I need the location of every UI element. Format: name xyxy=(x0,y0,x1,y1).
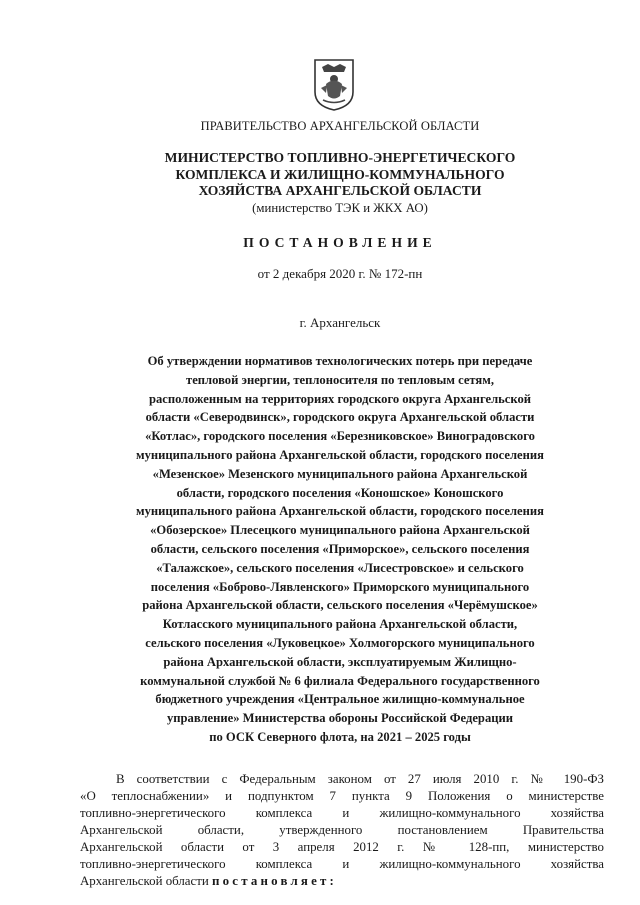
body-line: В соответствии с Федеральным законом от 27 июля 2010 г. № 190-ФЗ xyxy=(116,772,604,786)
title-line: коммунальной службой № 6 филиала Федерального государственного xyxy=(140,673,540,688)
title-line: области «Северодвинск», городского округа Архангельской области xyxy=(145,410,535,425)
title-line: управление» Министерства обороны Российской Федерации xyxy=(166,711,514,726)
title-line: тепловой энергии, теплоносителя по тепловым сетям, xyxy=(186,372,494,387)
ministry-abbreviation: (министерство ТЭК и ЖКХ АО) xyxy=(252,201,428,215)
title-line: муниципального района Архангельской области, городского поселения xyxy=(136,504,544,519)
body-line: Архангельской области, утвержденного постановлением Правительства xyxy=(80,823,604,837)
title-line: «Обозерское» Плесецкого муниципального района Архангельской xyxy=(150,523,530,538)
title-line: области, сельского поселения «Приморское», сельского поселения xyxy=(150,541,530,556)
document-type: ПОСТАНОВЛЕНИЕ xyxy=(243,235,437,250)
title-line: Об утверждении нормативов технологических потерь при передаче xyxy=(147,354,533,368)
body-line: топливно-энергетического комплекса и жилищно-коммунального хозяйства xyxy=(80,806,604,820)
ministry-name-line: КОМПЛЕКСА И ЖИЛИЩНО-КОММУНАЛЬНОГО xyxy=(175,166,505,182)
title-line: области, городского поселения «Коношское» Коношского xyxy=(176,485,504,500)
coat-of-arms-icon xyxy=(313,58,355,112)
title-line: района Архангельской области, эксплуатируемым Жилищно- xyxy=(163,654,517,669)
body-line: «О теплоснабжении» и подпунктом 7 пункта 9 Положения о министерстве xyxy=(80,789,604,803)
government-heading: ПРАВИТЕЛЬСТВО АРХАНГЕЛЬСКОЙ ОБЛАСТИ xyxy=(200,119,480,133)
ministry-name-line: МИНИСТЕРСТВО ТОПЛИВНО-ЭНЕРГЕТИЧЕСКОГО xyxy=(164,150,516,165)
title-line: «Талажское», сельского поселения «Лисестровское» и сельского xyxy=(156,560,524,575)
title-line: Котласского муниципального района Архангельской области, xyxy=(162,617,518,632)
body-line: топливно-энергетического комплекса и жилищно-коммунального хозяйства xyxy=(80,857,604,871)
title-line: бюджетного учреждения «Центральное жилищно-коммунальное xyxy=(155,692,525,707)
document-city: г. Архангельск xyxy=(299,315,381,330)
title-line: «Котлас», городского поселения «Березниковское» Виноградовского xyxy=(145,429,535,444)
title-line: по ОСК Северного флота, на 2021 – 2025 годы xyxy=(209,729,471,744)
body-line: Архангельской области от 3 апреля 2012 г. № 128-пп, министерство xyxy=(80,840,604,854)
ministry-name-line: ХОЗЯЙСТВА АРХАНГЕЛЬСКОЙ ОБЛАСТИ xyxy=(198,183,482,198)
title-line: сельского поселения «Луковецкое» Холмогорского муниципального xyxy=(145,635,535,650)
title-line: района Архангельской области, сельского поселения «Черёмушское» xyxy=(142,598,538,613)
title-line: поселения «Боброво-Лявленского» Приморского муниципального xyxy=(150,579,530,594)
body-paragraph xyxy=(80,771,604,890)
title-line: «Мезенское» Мезенского муниципального района Архангельской xyxy=(152,466,528,481)
title-line: расположенным на территориях городского округа Архангельской xyxy=(148,391,532,406)
body-last-line xyxy=(80,873,604,890)
ministry-name xyxy=(60,150,620,200)
title-line: муниципального района Архангельской области, городского поселения xyxy=(136,447,544,462)
decree-word: постановляет: xyxy=(212,874,338,888)
body-last-line-text: Архангельской области xyxy=(80,874,213,888)
document-title xyxy=(80,352,600,747)
document-date-number: от 2 декабря 2020 г. № 172-пн xyxy=(257,266,423,281)
